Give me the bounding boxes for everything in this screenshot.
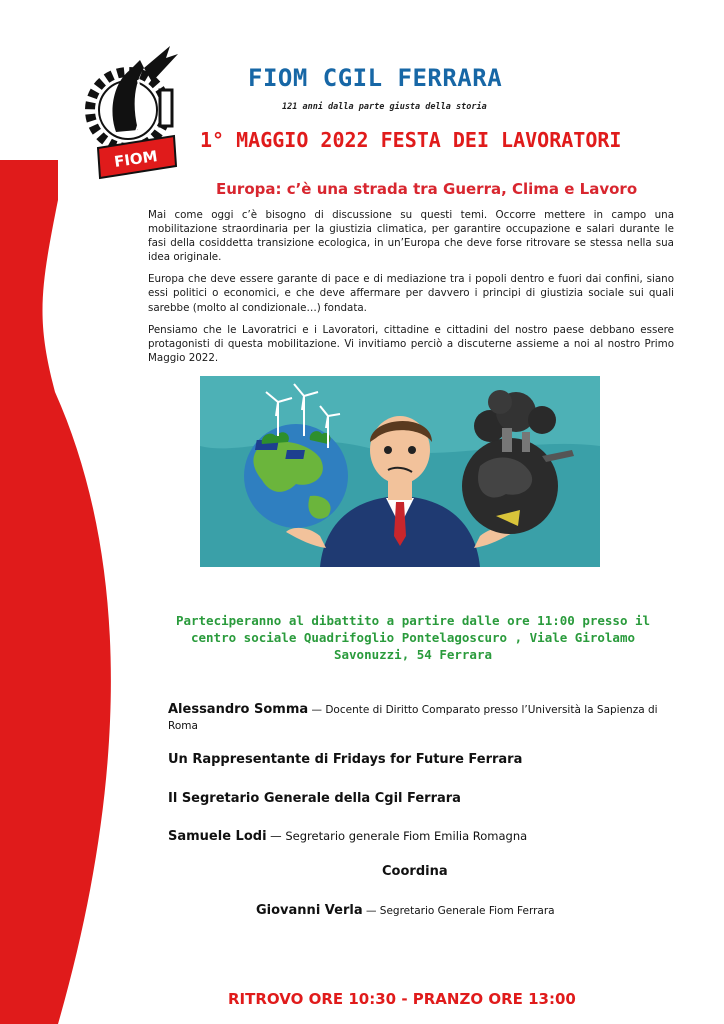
schedule-footer: RITROVO ORE 10:30 - PRANZO ORE 13:00 <box>228 990 576 1008</box>
earth-globe-icon <box>244 424 348 528</box>
coordinator-item <box>256 903 555 918</box>
speaker-name: Samuele Lodi <box>168 829 267 844</box>
climate-illustration <box>200 376 600 567</box>
event-title: 1° MAGGIO 2022 FESTA DEI LAVORATORI <box>200 128 622 152</box>
coordinator-name: Giovanni Verla <box>256 903 363 918</box>
intro-paragraph: Europa che deve essere garante di pace e di mediazione tra i popoli dentro e fuori dai confini, siano essi politici o economici, e che deve affermare per davvero i principi di giustizia sociale sui quali sarebbe (molto al condizionale…) fondata. <box>148 273 674 314</box>
venue-line: centro sociale Quadrifoglio Pontelagoscuro , Viale Girolamo <box>190 630 635 645</box>
speaker-name: Alessandro Somma <box>168 702 309 717</box>
speaker-item: Un Rappresentante di Fridays for Future Ferrara <box>168 752 523 767</box>
venue-info <box>150 612 676 663</box>
speaker-role: — Segretario generale Fiom Emilia Romagna <box>266 829 528 843</box>
fiom-gear-logo-icon <box>78 40 186 188</box>
intro-paragraph: Pensiamo che le Lavoratrici e i Lavoratori, cittadine e cittadini del nostro paese debbano essere protagonisti di questa mobilitazione. Vi invitiamo perciò a discuterne assieme a noi al nostro Primo Maggio 2022. <box>148 323 674 364</box>
coordinator-label: Coordina <box>382 864 448 879</box>
page-title: FIOM CGIL FERRARA <box>248 64 503 92</box>
speaker-item <box>168 702 666 734</box>
tagline: 121 anni dalla parte giusta della storia <box>282 102 487 112</box>
intro-text <box>148 208 674 373</box>
venue-line: Parteciperanno al dibattito a partire dalle ore 11:00 presso il <box>175 613 651 628</box>
logo-label: FIOM <box>113 147 159 171</box>
speaker-role: — Docente di Diritto Comparato presso l’Università la Sapienza di Roma <box>168 704 658 732</box>
venue-line: Savonuzzi, 54 Ferrara <box>333 647 493 662</box>
speaker-item <box>168 829 527 844</box>
subtitle: Europa: c’è una strada tra Guerra, Clima e Lavoro <box>216 180 638 198</box>
intro-paragraph: Mai come oggi c’è bisogno di discussione su questi temi. Occorre mettere in campo una mobilitazione straordinaria per la giustizia climatica, per garantire occupazione e salari durante le fasi della cosiddetta transizione ecologica, in un’Europa che deve forse ritrovare se stessa nella sua idea originale. <box>148 209 674 264</box>
speaker-item: Il Segretario Generale della Cgil Ferrara <box>168 791 461 806</box>
coordinator-role: — Segretario Generale Fiom Ferrara <box>362 905 555 917</box>
